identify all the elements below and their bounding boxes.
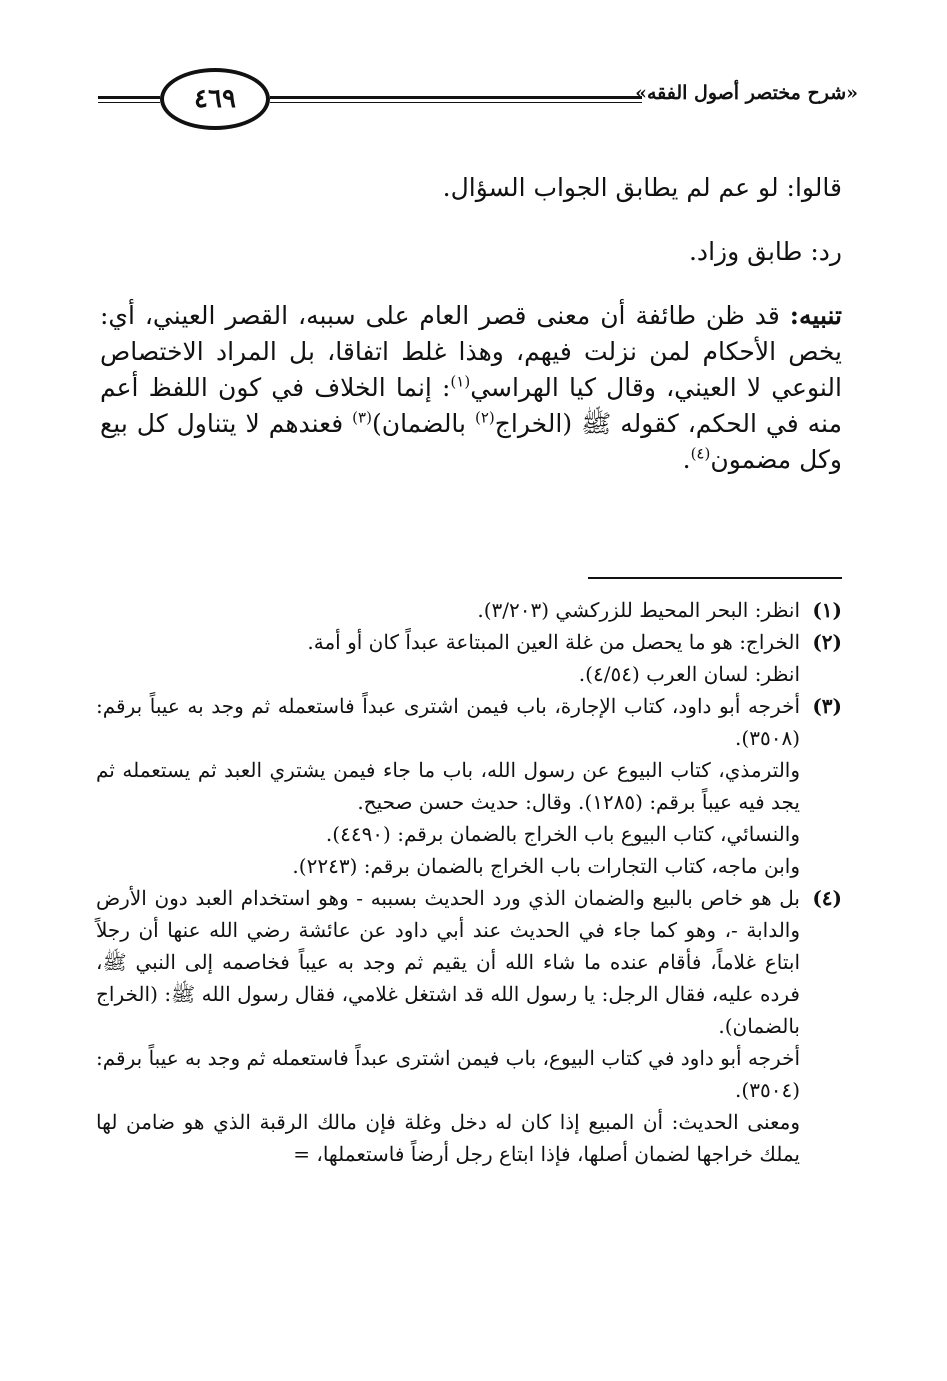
note-text-end: . [682, 445, 691, 474]
header-rule-right-thin [270, 102, 642, 103]
paragraph-reply: رد: طابق وزاد. [688, 237, 842, 266]
footnote-number: (٤) [812, 886, 842, 910]
header-rule-right [270, 96, 642, 99]
footnote-2 [96, 626, 842, 658]
footnote-ref-1: (١) [450, 372, 471, 391]
note-text-1: قد ظن طائفة أن معنى قصر العام على سببه، القصر العيني، أي: يخص الأحكام لمن نزلت فيهم، وهذا غلط اتفاقا، بل المراد الاختصاص النوعي لا العيني، وقال كيا الهراسي [100, 301, 842, 402]
page-header [0, 60, 947, 140]
footnote-ref-4: (٤) [690, 444, 711, 463]
running-title: «شرح مختصر أصول الفقه» [635, 82, 858, 104]
note-text-2: : إنما الخلاف في كون اللفظ أعم منه في الحكم، كقوله ﷺ (الخراج [100, 373, 842, 438]
footnote-separator [588, 577, 842, 579]
footnote-ref-2: (٢) [474, 408, 495, 427]
footnote-number: (٣) [812, 694, 842, 718]
footnote-line: انظر: البحر المحيط للزركشي (٣/٢٠٣). [477, 598, 800, 622]
footnote-line: أخرجه أبو داود، كتاب الإجارة، باب فيمن اشترى عبداً فاستعمله ثم وجد به عيباً برقم: (٣٥٠٨). [96, 694, 800, 750]
header-rule-left-thin [98, 102, 160, 103]
footnote-line: والترمذي، كتاب البيوع عن رسول الله، باب ما جاء فيمن يشتري العبد ثم يستعمله ثم يجد فيه عيباً برقم: (١٢٨٥). وقال: حديث حسن صحيح. [96, 758, 800, 814]
note-text-3: بالضمان) [371, 409, 475, 438]
footnote-4 [96, 882, 842, 1042]
footnote-ref-3: (٣) [352, 408, 372, 427]
note-label: تنبيه: [789, 301, 842, 330]
footnote-line: وابن ماجه، كتاب التجارات باب الخراج بالضمان برقم: (٢٢٤٣). [292, 854, 800, 878]
header-rule-left [98, 96, 160, 99]
footnote-number: (١) [812, 598, 842, 622]
footnote-line: انظر: لسان العرب (٤/٥٤). [578, 662, 800, 686]
note-text-4: فعندهم لا يتناول كل بيع وكل مضمون [100, 409, 842, 474]
footnote-line: الخراج: هو ما يحصل من غلة العين المبتاعة عبداً كان أو أمة. [307, 630, 800, 654]
footnote-line: بل هو خاص بالبيع والضمان الذي ورد الحديث بسببه - وهو استخدام العبد دون الأرض والدابة -، وهو كما جاء في الحديث عند أبي داود عن عائشة رضي الله عنها أن رجلاً ابتاع غلاماً، فأقام عنده ما شاء الله أن يقيم ثم وجد به عيباً فخاصمه إلى النبي ﷺ، فرده عليه، فقال الرجل: يا رسول الله قد اشتغل غلامي، فقال رسول الله ﷺ: (الخراج بالضمان). [96, 886, 800, 1038]
footnote-line: ومعنى الحديث: أن المبيع إذا كان له دخل وغلة فإن مالك الرقبة الذي هو ضامن لها يملك خراجها لضمان أصلها، فإذا ابتاع رجل أرضاً فاستعملها، = [96, 1110, 800, 1166]
footnotes [96, 594, 842, 1170]
footnote-number: (٢) [812, 630, 842, 654]
footnote-line: والنسائي، كتاب البيوع باب الخراج بالضمان برقم: (٤٤٩٠). [325, 822, 800, 846]
footnote-1 [96, 594, 842, 626]
paragraph-note [100, 298, 842, 478]
footnote-3 [96, 690, 842, 754]
paragraph-objection: قالوا: لو عم لم يطابق الجواب السؤال. [442, 173, 842, 202]
footnote-line: أخرجه أبو داود في كتاب البيوع، باب فيمن اشترى عبداً فاستعمله ثم وجد به عيباً برقم: (٣٥٠٤). [96, 1046, 800, 1102]
main-text [100, 170, 842, 478]
page-number: ٤٦٩ [160, 68, 270, 130]
